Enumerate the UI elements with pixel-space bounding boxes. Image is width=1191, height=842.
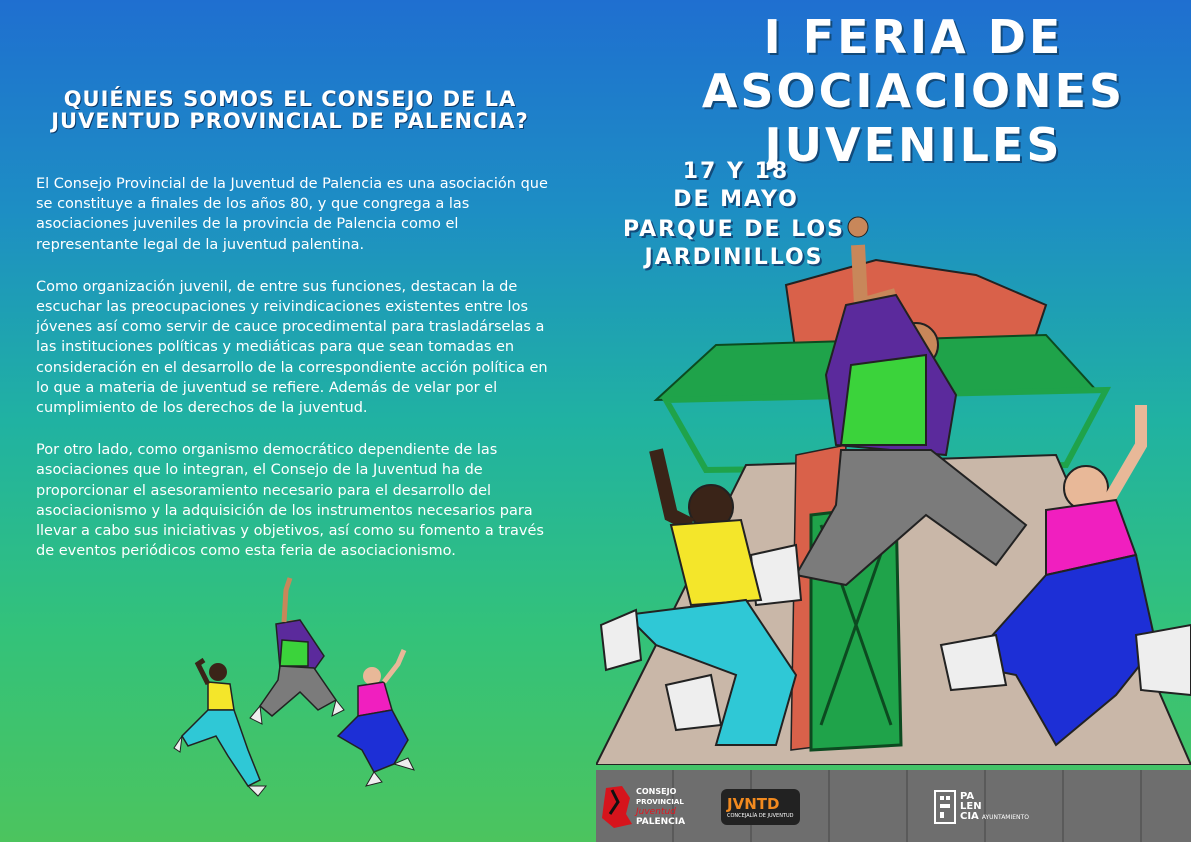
place-line-1: PARQUE DE LOS [622, 217, 846, 242]
palencia-sub: AYUNTAMIENTO [981, 813, 1029, 821]
title-line-1: I FERIA DE [763, 10, 1064, 64]
date-line-2: DE MAYO [673, 187, 799, 212]
mini-dancer-left [174, 660, 266, 796]
palencia-logo [934, 776, 1044, 838]
poster-illustration [596, 205, 1191, 765]
map-icon [600, 784, 634, 830]
left-heading: QUIÉNES SOMOS EL CONSEJO DE LA JUVENTUD PROVINCIAL DE PALENCIA? [51, 87, 529, 133]
palencia-line-1: PA [960, 790, 975, 802]
logo-bar [596, 770, 1191, 842]
consejo-line-2: PROVINCIAL [636, 798, 684, 806]
paragraph-2: Como organización juvenil, de entre sus funciones, destacan la de escuchar las preocupaciones y reivindicaciones existentes entre los jóvenes así como servir de cauce procedimental para trasladárselas a las instituciones políticas y mediáticas para que sean tomadas en consideración en el desarrollo de la correspondiente acción política en lo que a materia de juventud se refiere. Además de velar por el cumplimiento de los derechos de la juventud. [36, 278, 548, 417]
jvntd-main: JVNTD [727, 795, 780, 813]
title-line-3: JUVENILES [764, 118, 1063, 172]
paragraph-3: Por otro lado, como organismo democrático dependiente de las asociaciones que lo integran, el Consejo de la Juventud ha de proporcionar el asesoramiento necesario para el desarrollo del asociacionismo y la adquisición de los instrumentos necesarios para llevar a cabo sus iniciativas y objetivos, así como su fomento a través de eventos periódicos como esta feria de asociacionismo. [36, 442, 544, 560]
poster-panel [596, 0, 1191, 842]
body-text [36, 174, 556, 583]
jvntd-sub: CONCEJALÍA DE JUVENTUD [727, 813, 794, 819]
paragraph-1: El Consejo Provincial de la Juventud de Palencia es una asociación que se constituye a finales de los años 80, y que congrega a las asociaciones juveniles de la provincia de Palencia como el representante legal de la juventud palentina. [36, 176, 548, 253]
place-line-2: JARDINILLOS [644, 245, 824, 270]
palencia-line-3: CIA [960, 810, 979, 822]
palencia-line-2: LEN [960, 800, 982, 812]
mini-dancer-right [338, 650, 414, 786]
mini-dancers-illustration [168, 560, 428, 800]
consejo-line-4: PALENCIA [636, 817, 686, 827]
jvntd-logo [721, 776, 801, 838]
consejo-line-1: CONSEJO [636, 787, 677, 796]
event-place [604, 216, 864, 272]
date-line-1: 17 Y 18 [682, 159, 790, 184]
consejo-logo [600, 776, 700, 838]
poster-title [596, 10, 1191, 172]
consejo-line-3: Juventud [636, 807, 676, 817]
event-date [636, 158, 836, 214]
title-line-2: ASOCIACIONES [701, 64, 1126, 118]
castle-icon [934, 790, 956, 824]
mini-dancer-center [250, 578, 344, 724]
